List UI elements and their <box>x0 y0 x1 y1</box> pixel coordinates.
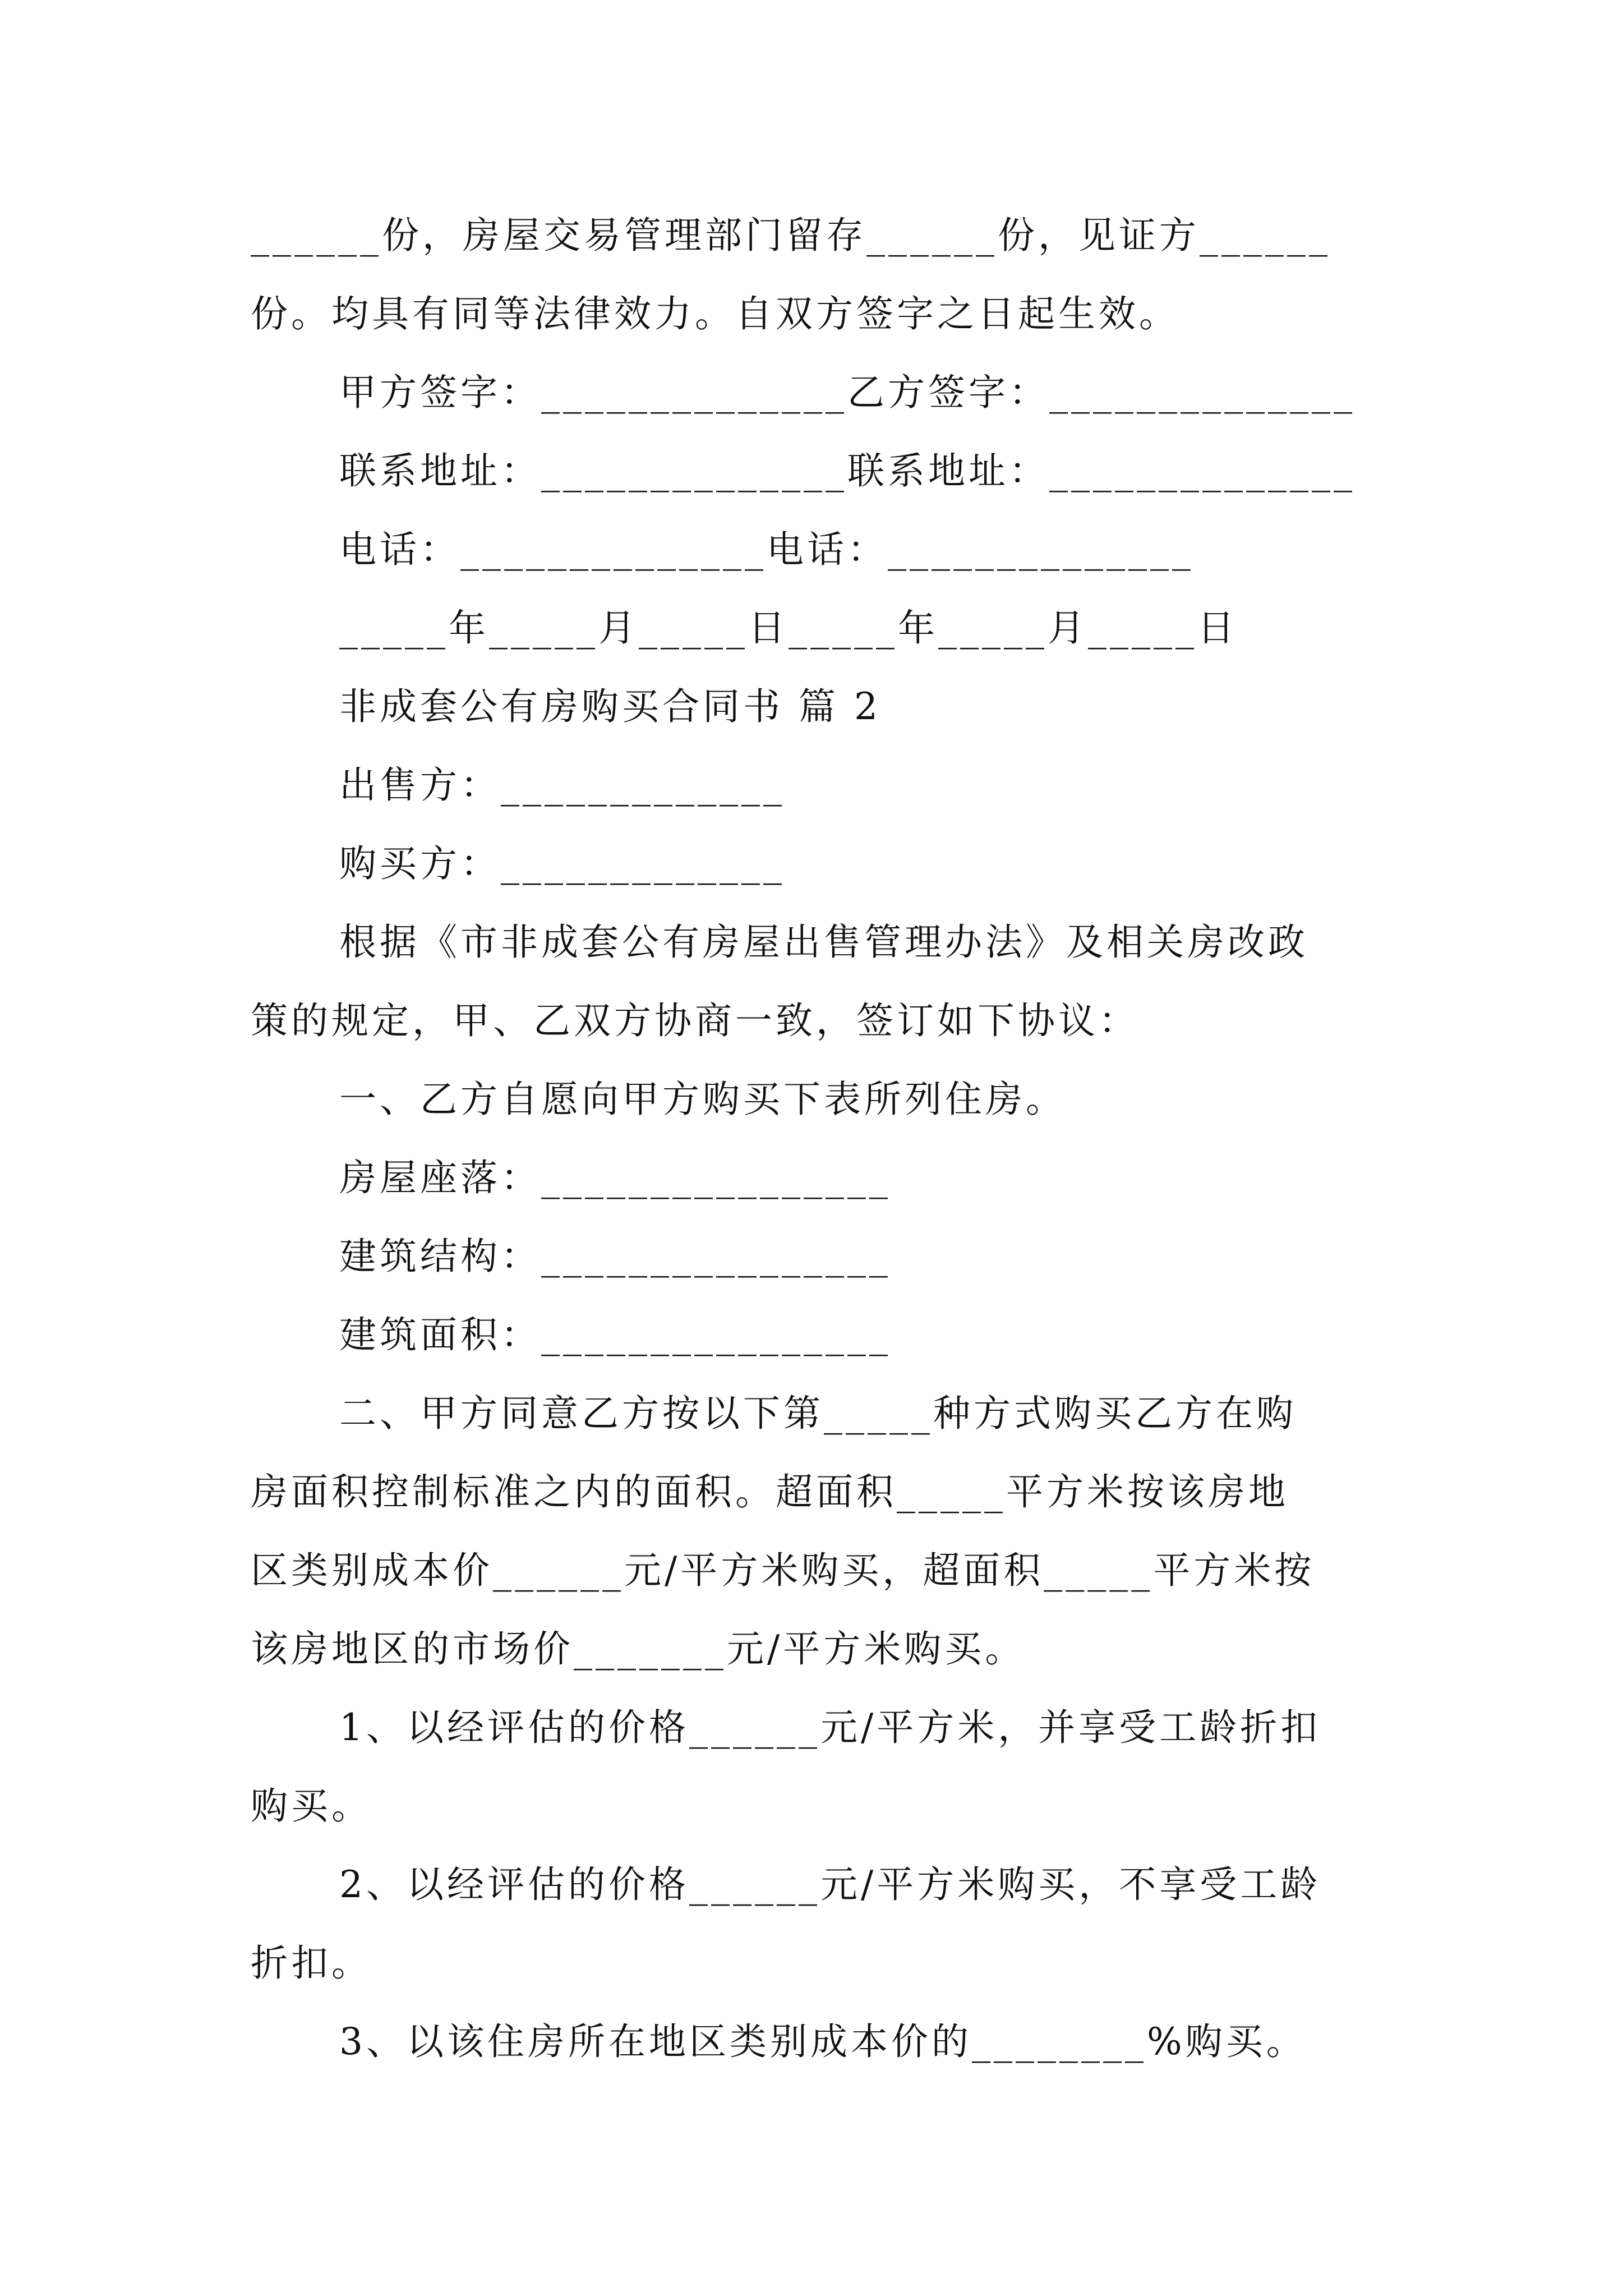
address-line: 联系地址：______________联系地址：______________ <box>339 449 1355 493</box>
house-location-line: 房屋座落：________________ <box>339 1156 891 1199</box>
text-line: 折扣。 <box>251 1941 372 1985</box>
section-heading: 非成套公有房购买合同书 篇 2 <box>339 685 881 728</box>
building-area-line: 建筑面积：________________ <box>339 1313 891 1356</box>
signature-line-party-a-b: 甲方签字：______________乙方签字：______________ <box>339 371 1355 414</box>
text-line: 根据《市非成套公有房屋出售管理办法》及相关房改政 <box>339 921 1308 964</box>
text-line: 份。均具有同等法律效力。自双方签字之日起生效。 <box>251 292 1179 335</box>
option-3: 3、以该住房所在地区类别成本价的________%购买。 <box>339 2020 1307 2063</box>
option-2: 2、以经评估的价格______元/平方米购买，不享受工龄 <box>339 1863 1321 1906</box>
text-line: 购买。 <box>251 1784 372 1828</box>
seller-line: 出售方：_____________ <box>339 763 785 807</box>
buyer-line: 购买方：_____________ <box>339 842 785 885</box>
clause-2: 二、甲方同意乙方按以下第_____种方式购买乙方在购 <box>339 1392 1297 1435</box>
text-line: ______份，房屋交易管理部门留存______份，见证方______ <box>251 214 1331 257</box>
phone-line: 电话：______________电话：______________ <box>339 528 1194 571</box>
date-line: _____年_____月_____日_____年_____月_____日 <box>339 606 1238 650</box>
text-line: 策的规定，甲、乙双方协商一致，签订如下协议： <box>251 999 1139 1042</box>
building-structure-line: 建筑结构：________________ <box>339 1235 891 1278</box>
clause-1: 一、乙方自愿向甲方购买下表所列住房。 <box>339 1078 1066 1121</box>
text-line: 该房地区的市场价_______元/平方米购买。 <box>251 1627 1026 1671</box>
text-line: 房面积控制标准之内的面积。超面积_____平方米按该房地 <box>251 1470 1289 1513</box>
text-line: 区类别成本价______元/平方米购买，超面积_____平方米按 <box>251 1549 1315 1592</box>
option-1: 1、以经评估的价格______元/平方米，并享受工龄折扣 <box>339 1706 1321 1749</box>
